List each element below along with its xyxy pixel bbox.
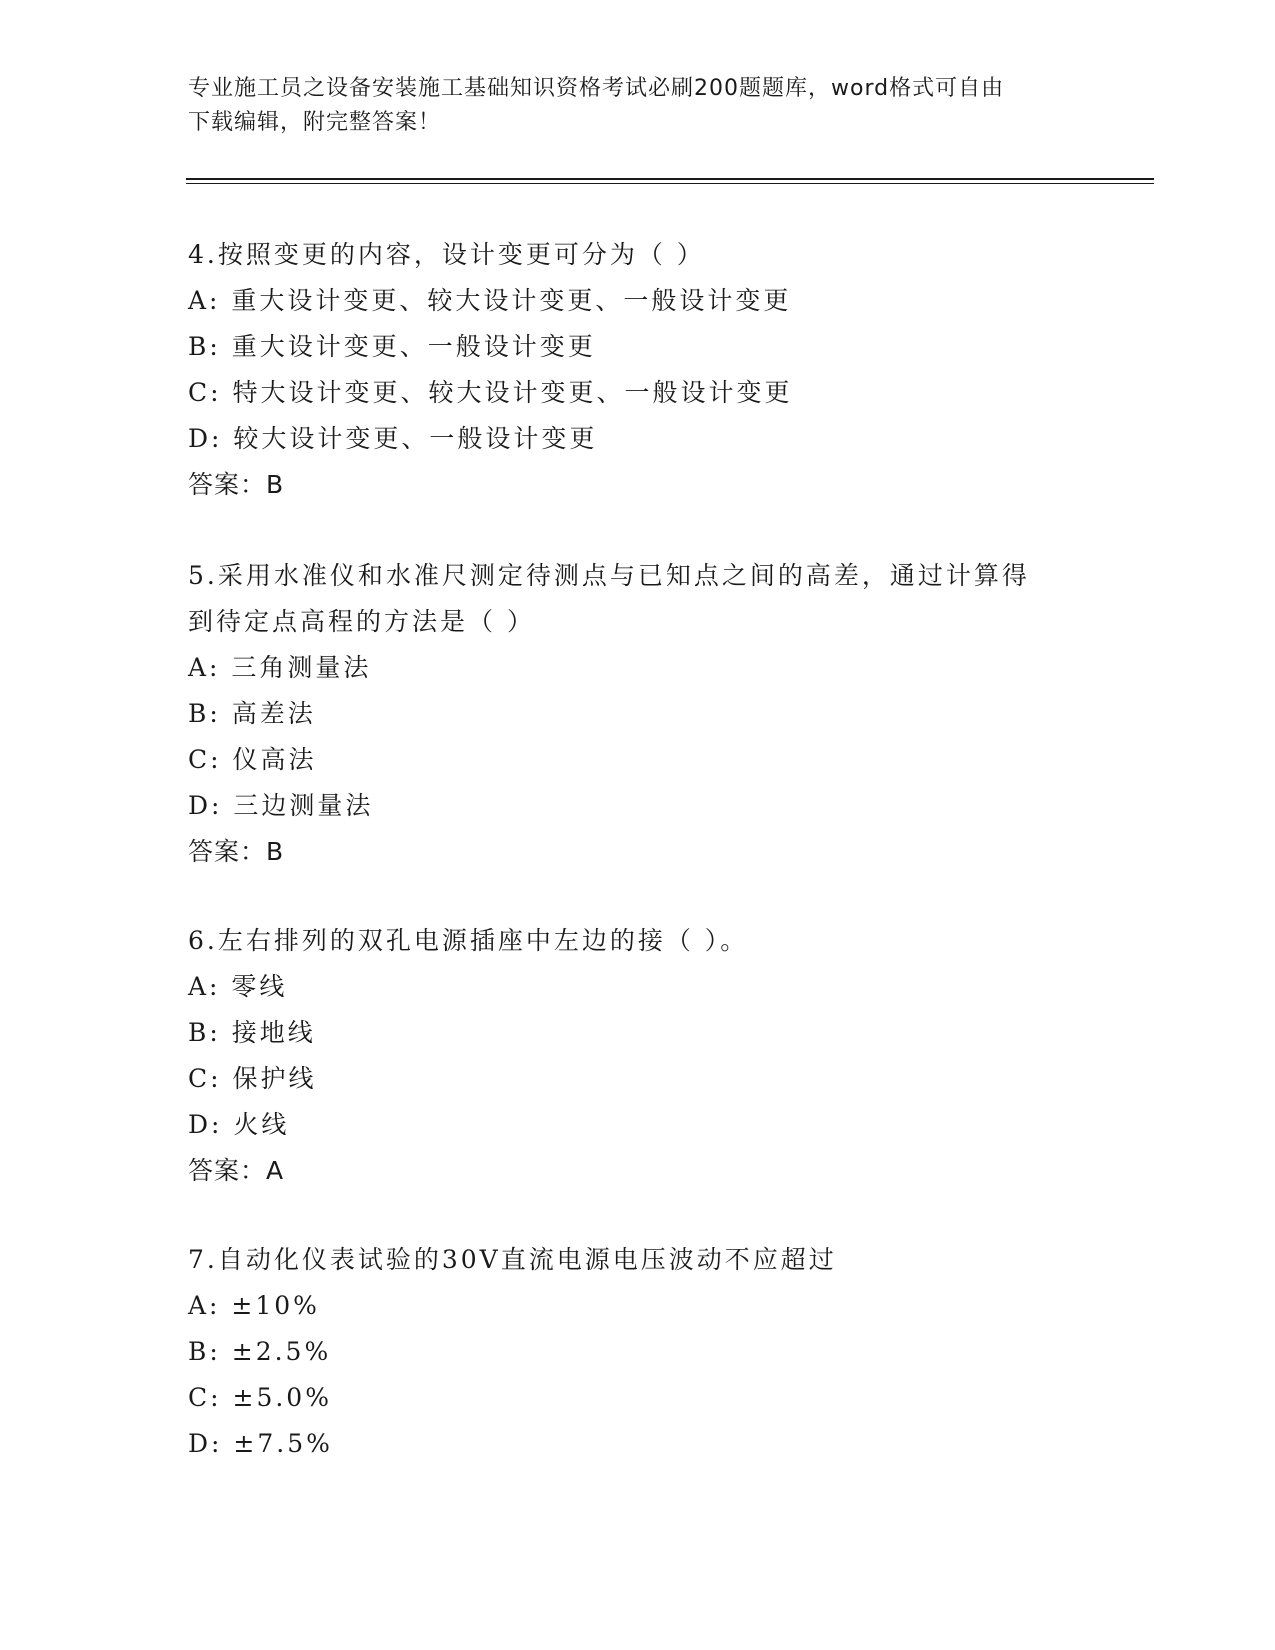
option-d: D: ±7.5%	[188, 1429, 333, 1458]
question-6	[188, 918, 1088, 1194]
question-4	[188, 232, 1088, 508]
option-a: A: ±10%	[188, 1291, 320, 1320]
option-c: C: ±5.0%	[188, 1383, 332, 1412]
header-divider-thin	[186, 183, 1154, 184]
option-d: D: 火线	[188, 1110, 290, 1139]
option-b: B: 高差法	[188, 699, 316, 728]
option-d: D: 较大设计变更、一般设计变更	[188, 424, 598, 453]
header-divider-thick	[186, 178, 1154, 180]
answer: 答案：A	[188, 1156, 285, 1185]
option-c: C: 特大设计变更、较大设计变更、一般设计变更	[188, 378, 793, 407]
answer: 答案：B	[188, 837, 285, 866]
question-stem-line-1: 5.采用水准仪和水准尺测定待测点与已知点之间的高差，通过计算得	[188, 561, 1030, 590]
question-stem: 4.按照变更的内容，设计变更可分为（ ）	[188, 240, 705, 269]
option-a: A: 三角测量法	[188, 653, 372, 682]
option-b: B: 重大设计变更、一般设计变更	[188, 332, 596, 361]
option-a: A: 零线	[188, 972, 288, 1001]
option-c: C: 保护线	[188, 1064, 317, 1093]
answer: 答案：B	[188, 470, 285, 499]
option-b: B: 接地线	[188, 1018, 316, 1047]
option-a: A: 重大设计变更、较大设计变更、一般设计变更	[188, 286, 792, 315]
option-c: C: 仪高法	[188, 745, 317, 774]
question-stem: 6.左右排列的双孔电源插座中左边的接（ ）。	[188, 926, 749, 955]
question-stem-line-2: 到待定点高程的方法是（ ）	[188, 607, 535, 636]
document-header	[188, 72, 1088, 140]
header-title-line-1: 专业施工员之设备安装施工基础知识资格考试必刷200题题库，word格式可自由	[188, 76, 1005, 101]
option-b: B: ±2.5%	[188, 1337, 332, 1366]
header-title-line-2: 下载编辑，附完整答案！	[188, 110, 442, 135]
question-stem: 7.自动化仪表试验的30V直流电源电压波动不应超过	[188, 1245, 837, 1274]
option-d: D: 三边测量法	[188, 791, 374, 820]
question-5	[188, 553, 1088, 875]
question-7	[188, 1237, 1088, 1467]
